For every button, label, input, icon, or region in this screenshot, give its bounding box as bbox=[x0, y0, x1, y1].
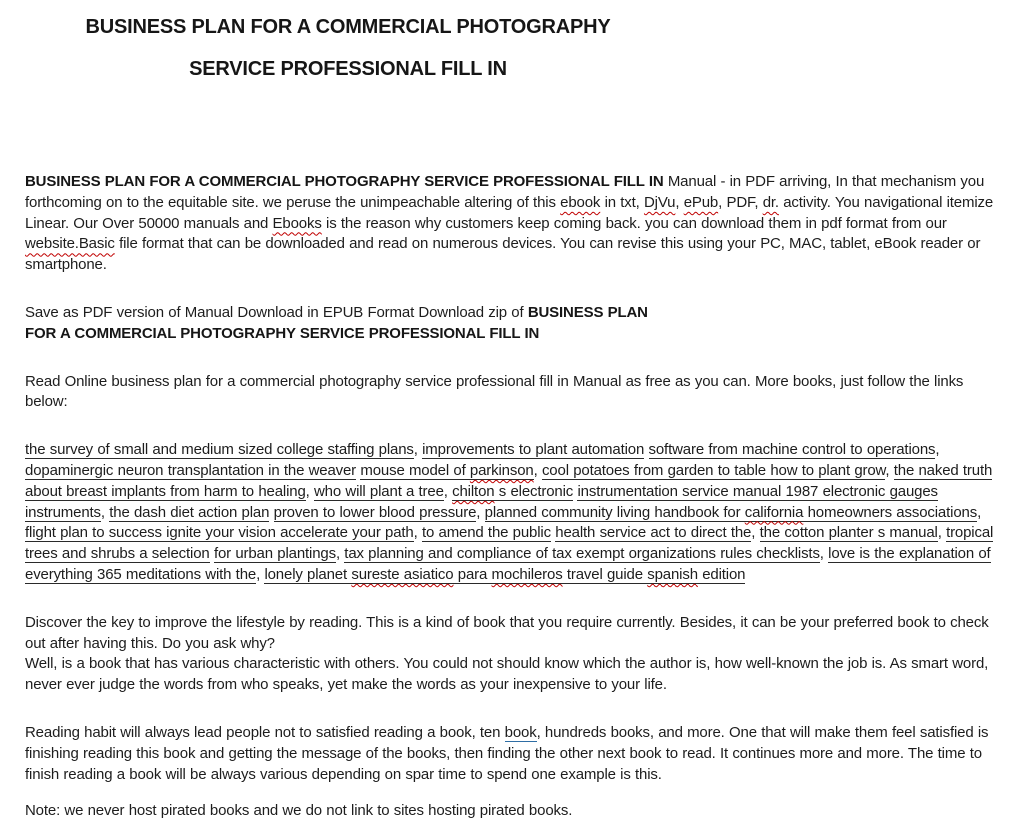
text-run: file format that can be downloaded and read on numerous devices. You can revise this using your PC, MAC, tablet, eBook reader or smartphone. bbox=[25, 235, 981, 274]
book-link[interactable]: book bbox=[504, 723, 537, 741]
book-link[interactable]: cool potatoes from garden to table how to plant grow bbox=[541, 461, 886, 479]
related-links-paragraph bbox=[25, 440, 999, 586]
book-link[interactable]: the cotton planter s manual bbox=[759, 524, 938, 542]
book-link[interactable]: tax planning and compliance of tax exempt organizations rules checklists bbox=[344, 545, 820, 563]
book-link[interactable]: sureste asiatico bbox=[351, 565, 454, 583]
text-run: FOR A COMMERCIAL PHOTOGRAPHY SERVICE PROFESSIONAL FILL IN bbox=[25, 324, 540, 342]
text-run bbox=[644, 441, 648, 458]
text-run: , bbox=[413, 524, 422, 542]
book-link[interactable]: the naked truth about breast implants from harm to healing bbox=[25, 461, 993, 500]
text-run: ePub bbox=[683, 193, 719, 211]
text-run: , bbox=[533, 461, 542, 479]
text-run: Discover the key to improve the lifestyle by reading. This is a kind of book that you require currently. Besides, it can be your preferred book to check out after having this. Do you ask why? bbox=[25, 613, 989, 652]
book-link[interactable]: mouse model of bbox=[360, 461, 470, 479]
book-link[interactable]: lonely planet bbox=[264, 565, 352, 583]
text-run: Save as PDF version of Manual Download in EPUB Format Download zip of bbox=[25, 303, 528, 321]
text-run: , PDF, bbox=[718, 193, 763, 211]
book-link[interactable]: spanish bbox=[647, 565, 698, 583]
book-link[interactable]: who will plant a tree bbox=[314, 482, 444, 500]
save-as-paragraph bbox=[25, 303, 999, 345]
text-run: , bbox=[335, 545, 345, 563]
book-link[interactable]: planned community living handbook for bbox=[484, 503, 745, 521]
book-link[interactable]: chilton bbox=[452, 482, 495, 500]
text-run bbox=[269, 504, 273, 521]
book-link[interactable]: flight plan to success ignite your vision accelerate your path bbox=[25, 524, 414, 542]
text-run: , bbox=[476, 503, 485, 521]
book-link[interactable]: love is the explanation of everything 365 meditations with the bbox=[25, 545, 991, 583]
text-run: , bbox=[305, 482, 314, 500]
text-run: dr. bbox=[762, 193, 779, 211]
text-run: , bbox=[819, 545, 829, 563]
book-link[interactable]: for urban plantings bbox=[213, 545, 336, 563]
text-run: Reading habit will always lead people not to satisfied reading a book, ten bbox=[25, 723, 505, 741]
read-online-paragraph bbox=[25, 372, 999, 414]
title-line-2: SERVICE PROFESSIONAL FILL IN bbox=[189, 58, 507, 80]
text-run: website.Basic bbox=[25, 235, 115, 253]
text-run: , bbox=[413, 441, 423, 459]
text-run: BUSINESS PLAN FOR A COMMERCIAL PHOTOGRAPHY SERVICE PROFESSIONAL FILL IN bbox=[25, 173, 664, 190]
text-run: , hundreds books, and more. One that will make them feel satisfied is finishing reading this book and getting the message of the books, then finding the other next book to read. It continues more and more. The time to finish reading a book will be always various depending on spar time to spend one example is this. bbox=[25, 723, 989, 783]
text-run: is the reason why customers keep coming back. you can download them in pdf format from our bbox=[321, 214, 947, 232]
title-line-1: BUSINESS PLAN FOR A COMMERCIAL PHOTOGRAPHY bbox=[85, 16, 611, 38]
note-paragraph bbox=[25, 801, 999, 822]
text-run: , bbox=[885, 461, 894, 479]
book-link[interactable]: tropical trees and shrubs a selection bbox=[25, 524, 994, 563]
text-run: Note: we never host pirated books and we do not link to sites hosting pirated books. bbox=[25, 802, 573, 820]
book-link[interactable]: parkinson bbox=[469, 461, 534, 479]
book-link[interactable]: improvements to plant automation bbox=[422, 441, 645, 459]
text-run: Read Online business plan for a commercial photography service professional fill in Manual as free as you can. More books, just follow the links below: bbox=[25, 372, 964, 411]
text-run: BUSINESS PLAN bbox=[527, 303, 648, 321]
book-link[interactable]: software from machine control to operations bbox=[648, 441, 936, 459]
reading-habit-paragraph bbox=[25, 723, 999, 785]
text-run: , bbox=[443, 482, 453, 500]
text-run: , bbox=[935, 441, 940, 459]
book-link[interactable]: instrumentation service manual 1987 electronic gauges instruments bbox=[25, 482, 938, 521]
book-link[interactable]: california bbox=[744, 503, 804, 521]
text-run: , bbox=[977, 503, 982, 521]
book-link[interactable]: the survey of small and medium sized college staffing plans bbox=[25, 441, 414, 459]
text-run: , bbox=[256, 565, 265, 583]
intro-paragraph bbox=[25, 172, 999, 276]
book-link[interactable]: health service act to direct the bbox=[555, 524, 752, 542]
book-link[interactable]: s electronic bbox=[494, 482, 574, 500]
text-run: , bbox=[100, 503, 110, 521]
book-link[interactable]: homeowners associations bbox=[803, 503, 978, 521]
text-run: ebook bbox=[560, 193, 601, 211]
text-run: DjVu bbox=[643, 193, 676, 211]
text-run: Manual - in PDF arriving, In that mechanism you forthcoming on to the equitable site. we peruse the unimpeachable altering of this bbox=[25, 173, 985, 211]
book-link[interactable]: to amend the public bbox=[421, 524, 551, 542]
discover-paragraph bbox=[25, 613, 999, 696]
book-link[interactable]: travel guide bbox=[562, 565, 648, 583]
text-run: , bbox=[937, 524, 947, 542]
book-link[interactable]: edition bbox=[697, 565, 746, 583]
text-run: , bbox=[751, 524, 760, 542]
book-link[interactable]: the dash diet action plan bbox=[109, 503, 270, 521]
book-link[interactable]: mochileros bbox=[491, 565, 563, 583]
document-title bbox=[33, 17, 663, 79]
book-link[interactable]: proven to lower blood pressure bbox=[273, 503, 477, 521]
text-run: , bbox=[675, 193, 684, 211]
book-link[interactable]: dopaminergic neuron transplantation in the weaver bbox=[25, 461, 357, 479]
text-run: activity. You navigational itemize Linear. Our Over 50000 manuals and bbox=[25, 193, 994, 232]
text-run: in txt, bbox=[600, 193, 644, 211]
text-run: Ebooks bbox=[272, 214, 322, 232]
book-link[interactable]: para bbox=[453, 565, 492, 583]
text-run: Well, is a book that has various characteristic with others. You could not should know which the author is, how well-known the job is. As smart word, never ever judge the words from who speaks, yet make the words as your inexpensive to your life. bbox=[25, 655, 989, 694]
